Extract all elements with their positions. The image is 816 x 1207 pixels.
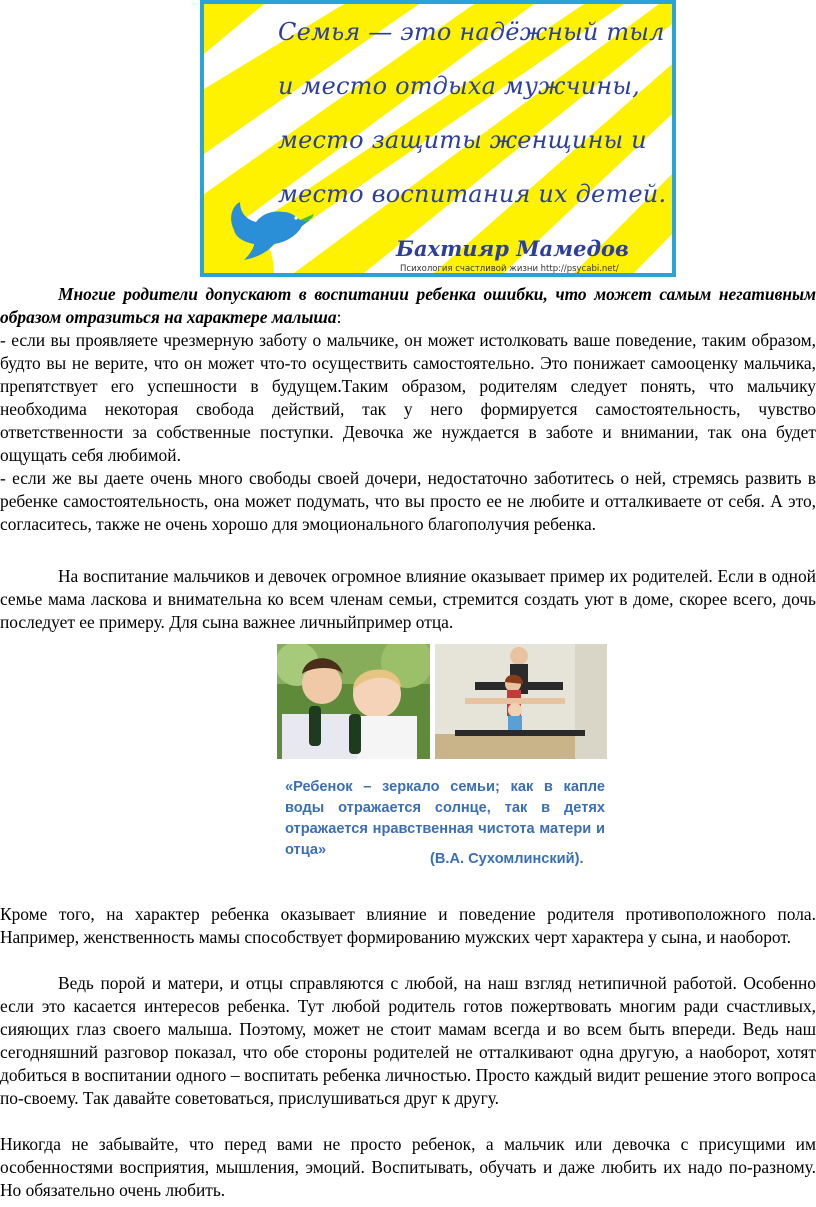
banner-line-1: Семья — это надёжный тыл	[278, 18, 665, 46]
banner-line-2: и место отдыха мужчины,	[278, 72, 640, 100]
paragraph-girls-text: - если же вы даете очень много свободы своей дочери, недостаточно заботитесь о ней, стремясь развить в ребенке самостоятельность, она может подумать, что вы просто ее не любите и отталкиваете от себя. А это, согласитесь, также не очень хорошо для эмоционального благополучия ребенка.	[0, 468, 816, 534]
intro-colon: :	[336, 307, 342, 327]
paragraph-parents-roles-text: Ведь порой и матери, и отцы справляются с любой, на наш взгляд нетипичной работой. Особенно если это касается интересов ребенка. Тут любой родитель готов пожертвовать многим ради счастливых, сияющих глаз своего малыша. Поэтому, может не стоит мамам всегда и во всем быть впереди. Ведь наш сегодняшний разговор показал, что обе стороны родителей не отталкивают одна другую, а наоборот, хотят добиться в воспитании одного – воспитать ребенка личностью. Просто каждый видит решение этого вопроса по-своему. Так давайте советоваться, прислушиваться друг к другу.	[0, 973, 816, 1108]
banner-author: Бахтияр Мамедов	[396, 236, 629, 261]
banner-subtitle: Психология счастливой жизни http://psycabi.net/	[400, 264, 619, 274]
quote-banner	[200, 0, 676, 277]
paragraph-opposite-parent: Кроме того, на характер ребенка оказывает влияние и поведение родителя противоположного пола. Например, женственность мамы способствует формированию мужских черт характера у сына, и наоборот.	[0, 904, 816, 947]
photo-family-exercise	[435, 644, 607, 759]
quote-text: «Ребенок – зеркало семьи; как в капле воды отражается солнце, так в детях отражается нравственная чистота матери и отца»	[285, 779, 605, 858]
photo-father-child	[277, 644, 430, 759]
intro-lead-text: Многие родители допускают в воспитании ребенка ошибки, что может самым негативным образом отразиться на характере малыша	[0, 284, 816, 327]
paragraph-parents-example	[0, 565, 816, 634]
dove-icon	[226, 200, 316, 262]
banner-line-3: место защиты женщины и	[278, 126, 647, 154]
paragraph-conclusion: Никогда не забывайте, что перед вами не просто ребенок, а мальчик или девочка с присущими им особенностями восприятия, мышления, эмоций. Воспитывать, обучать и даже любить их надо по-разному. Но обязательно очень любить.	[0, 1134, 816, 1200]
paragraph-parents-roles	[0, 972, 816, 1110]
paragraph-parents-example-text: На воспитание мальчиков и девочек огромное влияние оказывает пример их родителей. Если в одной семье мама ласкова и внимательна ко всем членам семьи, стремится создать уют в доме, скорее всего, дочь последует ее примеру. Для сына важнее личныйпример отца.	[0, 566, 816, 632]
paragraph-girls	[0, 467, 816, 536]
banner-line-4: место воспитания их детей.	[278, 180, 667, 208]
paragraph-intro	[0, 283, 816, 329]
paragraph-boys: - если вы проявляете чрезмерную заботу о мальчике, он может истолковать ваше поведение, таким образом, будто вы не верите, что он может что-то осуществить самостоятельно. Это понижает самооценку мальчика, препятствует его успешности в будущем.Таким образом, родителям следует понять, что мальчику необходима некоторая свобода действий, так у него формируется самостоятельность, чувство ответственности за собственные поступки. Девочка же нуждается в заботе и внимании, так она будет ощущать себя любимой.	[0, 330, 816, 465]
quote-author: (В.А. Сухомлинский).	[430, 851, 584, 867]
